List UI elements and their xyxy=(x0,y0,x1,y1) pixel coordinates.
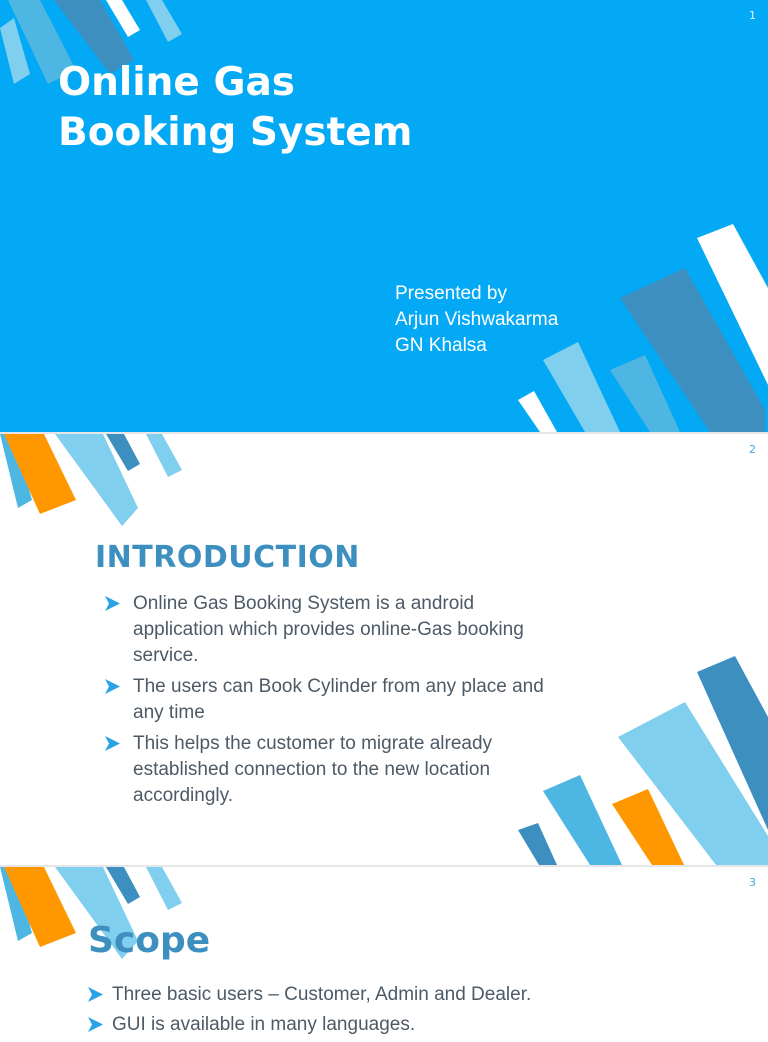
arrow-bullet-icon xyxy=(88,1017,103,1032)
list-item xyxy=(105,731,545,809)
list-item xyxy=(88,982,688,1008)
slide-number: 3 xyxy=(749,876,756,889)
arrow-bullet-icon xyxy=(88,987,103,1002)
list-item xyxy=(105,591,545,669)
introduction-slide xyxy=(0,434,768,865)
presenter-name-1: Arjun Vishwakarma xyxy=(395,309,559,330)
arrow-bullet-icon xyxy=(105,679,120,694)
slide-number: 1 xyxy=(749,9,756,22)
slide-number: 2 xyxy=(749,443,756,456)
list-item xyxy=(88,1012,688,1038)
slide-title xyxy=(58,58,558,158)
title-line-2: Booking System xyxy=(58,110,413,155)
list-item xyxy=(105,674,545,726)
title-line-1: Online Gas xyxy=(58,60,295,105)
bullet-text: Online Gas Booking System is a android application which provides online-Gas booking service. xyxy=(133,593,524,666)
bullet-list xyxy=(88,982,688,1042)
slide-heading: INTRODUCTION xyxy=(95,540,360,575)
arrow-bullet-icon xyxy=(105,736,120,751)
bullet-text: This helps the customer to migrate already established connection to the new location accordingly. xyxy=(133,733,493,806)
presenter-label: Presented by xyxy=(395,283,507,304)
bullet-text: GUI is available in many languages. xyxy=(112,1014,416,1035)
bullet-text: The users can Book Cylinder from any place and any time xyxy=(133,676,544,723)
bullet-list xyxy=(105,591,545,814)
arrow-bullet-icon xyxy=(105,596,120,611)
presenter-block xyxy=(395,281,558,359)
scope-slide xyxy=(0,867,768,1035)
presenter-name-2: GN Khalsa xyxy=(395,335,487,356)
slide-heading: Scope xyxy=(88,920,211,961)
bullet-text: Three basic users – Customer, Admin and Dealer. xyxy=(112,984,532,1005)
title-slide xyxy=(0,0,768,432)
